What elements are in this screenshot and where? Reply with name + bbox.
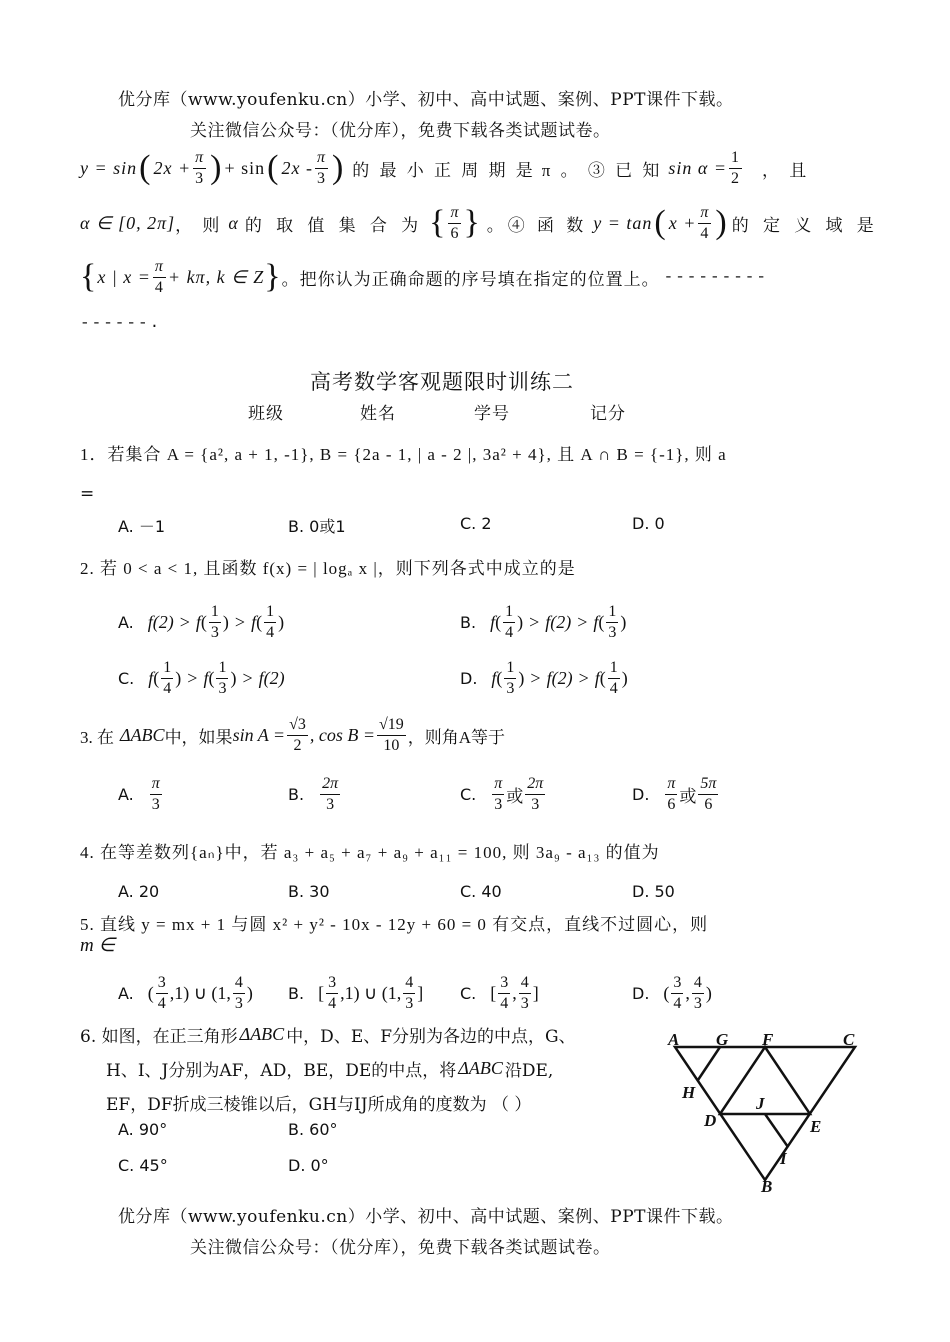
q5-option-b: B. [ $\frac{3}{4}$ ,1) ∪ (1, $\frac{4}{3}$ ] [288,973,424,1012]
q3-option-d: D. $\frac{\pi}{6}$ 或 $\frac{5\pi}{6}$ [632,774,717,813]
q5-tail: m ∈ [80,935,116,956]
header-line-2: 关注微信公众号：（优分库），免费下载各类试题试卷。 [190,121,611,141]
label-e: E [810,1117,822,1136]
fraction-pi-over-6: $\frac{\pi}{6}$ [450,203,460,242]
fraction-pi-over-4-b: $\frac{\pi}{4}$ [154,257,164,296]
label-j: J [756,1094,765,1113]
brace-close: } [463,204,481,241]
brace-open: { [429,204,447,241]
continuation-row-3 [80,254,768,300]
answer-blank-2: ------. [80,314,162,332]
field-class: 班级 [248,404,284,424]
q6-option-d: D. 0° [288,1156,329,1175]
q1-stem: 1．若集合 A = {a², a + 1, -1}, B = {2a - 1, | a - 2 |, 3a² + 4}, 且 A ∩ B = {-1}, 则 a [80,445,727,464]
q6-option-c: C. 45° [118,1156,168,1175]
paren-open-3: ( [654,204,667,241]
expr-alpha: α [228,212,239,233]
text-domain: 的 定 义 域 是 [731,215,879,235]
paren-close-2: ) [331,149,345,186]
section-title: 高考数学客观题限时训练二 [310,370,574,394]
q6-triangle-figure [650,1030,875,1195]
q3-option-b: B. $\frac{2\pi}{3}$ [288,774,339,813]
field-score: 记分 [590,404,626,424]
field-number: 学号 [474,404,510,424]
expr-2x-minus: 2x - [281,157,313,178]
q6-option-a: A. 90° [118,1120,168,1139]
label-b: B [761,1177,773,1195]
answer-blank-1: --------- [663,268,769,286]
brace-close-2: } [264,258,282,295]
q1-option-c: C. 2 [460,514,492,533]
q1-equals: = [80,484,96,504]
text-then: ， 则 [175,215,223,235]
label-g: G [716,1030,729,1049]
segment-gh [698,1047,720,1080]
fraction-pi-over-4: $\frac{\pi}{4}$ [700,203,710,242]
expr-y-sin: y = sin [80,157,138,178]
q6-option-b: B. 60° [288,1120,338,1139]
q2-option-c: C. f ( $\frac{1}{4}$ ) > f ( $\frac{1}{3}$ ) > f(2) [118,658,285,697]
paren-open-2: ( [267,149,280,186]
text-and: ， 且 [762,160,810,180]
q5-option-a: A. ( $\frac{3}{4}$ ,1) ∪ (1, $\frac{4}{3}$ ) [118,973,253,1012]
text-function: 。④ 函 数 [486,215,588,235]
q1-option-d: D. 0 [632,514,665,533]
q2-option-b: B. f ( $\frac{1}{4}$ ) > f(2) > f ( $\frac{1}{3}$ ) [460,602,627,641]
continuation-row-2 [80,200,879,246]
fraction-pi-over-3: $\frac{\pi}{3}$ [195,148,205,187]
field-name: 姓名 [360,404,396,424]
label-a: A [668,1030,680,1049]
q2-option-a: A. f(2) > f ( $\frac{1}{3}$ ) > f ( $\frac{1}{4}$ ) [118,602,285,641]
q4-option-b: B. 30 [288,882,330,901]
q1-option-b: B. 0或1 [288,517,346,536]
text-instruction: 。把你认为正确命题的序号填在指定的位置上。 [281,269,660,289]
q5-option-c: C. [ $\frac{3}{4}$ , $\frac{4}{3}$ ] [460,973,539,1012]
continuation-row-1 [80,146,809,190]
q4-stem: 4. 在等差数列{aₙ}中，若 a₃ + a₅ + a₇ + a₉ + a₁₁ = 100, 则 3a₉ - a₁₃ 的值为 [80,843,660,862]
q6-line-3: EF，DF折成三棱锥以后，GH与IJ所成角的度数为 （ ） [106,1095,532,1115]
expr-x-bar-x: x | x = [97,266,151,287]
brace-open-2: { [80,258,98,295]
label-i: I [780,1149,787,1168]
expr-plus-sin: + sin [224,157,266,178]
label-f: F [762,1030,774,1049]
q2-stem: 2. 若 0 < a < 1, 且函数 f(x) = | logₐ x |，则下列各式中成立的是 [80,559,576,578]
text-given: π 。 ③ 已 知 [541,160,663,180]
expr-k-pi: + kπ, k ∈ Z [167,266,265,287]
expr-alpha-range: α ∈ [0, 2π] [80,212,176,233]
fraction-pi-over-3-b: $\frac{\pi}{3}$ [316,148,326,187]
q5-option-d: D. ( $\frac{3}{4}$ , $\frac{4}{3}$ ) [632,973,712,1012]
expr-y-tan: y = tan [593,212,653,233]
q2-option-d: D. f ( $\frac{1}{3}$ ) > f(2) > f ( $\frac{1}{4}$ ) [460,658,628,697]
q3-option-a: A. $\frac{\pi}{3}$ [118,774,160,813]
expr-x-plus: x + [668,212,697,233]
q6-line-2: H、I、J分别为AF，AD，BE，DE的中点，将 ΔABC 沿DE, [106,1058,554,1081]
expr-sin-alpha: sin α = [668,157,727,178]
text-value-set: 的 取 值 集 合 为 [244,215,424,235]
text-min-period: 的 最 小 正 周 期 是 [352,160,536,180]
fraction-one-half: $\frac{1}{2}$ [731,148,740,187]
q4-option-c: C. 40 [460,882,502,901]
expr-2x-plus: 2x + [153,157,192,178]
label-h: H [682,1083,696,1102]
label-d: D [704,1111,717,1130]
q3-stem: 3. 在 ΔABC 中，如果 sin A = $\frac{√3}{2}$ , cos B = $\frac{√19}{10}$ ，则角A等于 [80,715,506,754]
footer-line-1: 优分库（www.youfenku.cn）小学、初中、高中试题、案例、PPT课件下载。 [118,1207,734,1227]
header-line-1: 优分库（www.youfenku.cn）小学、初中、高中试题、案例、PPT课件下载。 [118,90,734,110]
q4-option-d: D. 50 [632,882,675,901]
paren-close: ) [210,149,223,186]
segment-ji [765,1114,788,1147]
label-c: C [843,1030,855,1049]
q1-option-a: A. －1 [118,517,166,536]
footer-line-2: 关注微信公众号：（优分库），免费下载各类试题试卷。 [190,1238,611,1258]
q5-stem: 5. 直线 y = mx + 1 与圆 x² + y² - 10x - 12y + 60 = 0 有交点，直线不过圆心，则 [80,915,709,934]
q3-option-c: C. $\frac{\pi}{3}$ 或 $\frac{2\pi}{3}$ [460,774,544,813]
q4-option-a: A. 20 [118,882,160,901]
paren-close-3: ) [715,204,728,241]
paren-open: ( [139,149,152,186]
triangle-def [720,1047,810,1114]
q6-line-1: 6. 如图，在正三角形 ΔABC 中，D、E、F分别为各边的中点，G、 [80,1024,576,1047]
